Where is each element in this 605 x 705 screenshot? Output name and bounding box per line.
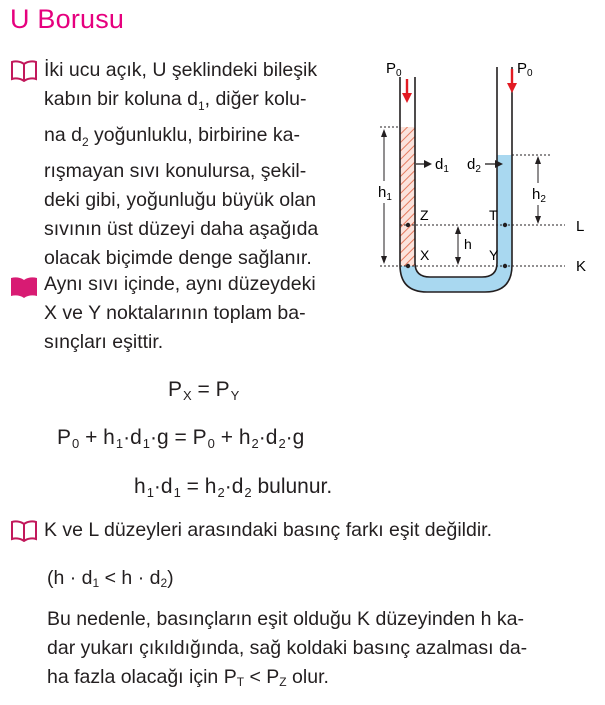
label-x: X bbox=[420, 247, 430, 263]
label-h2: $h_2$ bbox=[532, 186, 546, 205]
label-d2: $d_2$ bbox=[467, 156, 481, 175]
text-line: ha fazla olacağı için $P_T < P_Z$ olur. bbox=[47, 666, 329, 689]
paragraph-intro bbox=[44, 56, 359, 273]
paragraph-conclusion bbox=[47, 605, 603, 697]
inequality: $(h \cdot d_1 < h \cdot d_2)$ bbox=[47, 567, 174, 590]
label-z: Z bbox=[420, 207, 429, 223]
label-p0-right: $P_0$ bbox=[517, 60, 533, 79]
book-icon bbox=[10, 520, 38, 542]
label-p0-left: $P_0$ bbox=[386, 60, 402, 79]
liquid-d1 bbox=[400, 127, 415, 266]
text-line: Bu nedenle, basınçların eşit olduğu K düzeyinden h ka- bbox=[47, 608, 524, 630]
text-line: na $d_2$ yoğunluklu, birbirine ka- bbox=[44, 123, 300, 149]
text-line: rışmayan sıvı konulursa, şekil- bbox=[44, 159, 307, 182]
equation-px-py: $P_X = P_Y$ bbox=[168, 378, 240, 403]
text-line: olacak biçimde denge sağlanır. bbox=[44, 246, 312, 269]
paragraph-equal-pressure bbox=[44, 270, 364, 357]
filled-book-icon bbox=[10, 276, 38, 298]
label-t: T bbox=[489, 207, 498, 223]
text-line: İki ucu açık, U şeklindeki bileşik bbox=[44, 59, 318, 81]
label-l: L bbox=[576, 218, 585, 235]
text-line: kabın bir koluna $d_1$, diğer kolu- bbox=[44, 88, 307, 113]
text-line: sıvının üst düzeyi daha aşağıda bbox=[44, 217, 319, 240]
equation-result: $h_1\cdot d_1 = h_2\cdot d_2$ bulunur. bbox=[134, 475, 333, 500]
u-tube-diagram bbox=[360, 55, 600, 315]
text-line: Aynı sıvı içinde, aynı düzeydeki bbox=[44, 273, 316, 295]
text-line: deki gibi, yoğunluğu büyük olan bbox=[44, 188, 317, 211]
label-h1: $h_1$ bbox=[378, 184, 392, 203]
text-line: sınçları eşittir. bbox=[44, 331, 164, 353]
label-h: h bbox=[464, 236, 472, 252]
label-d1: $d_1$ bbox=[435, 156, 449, 175]
paragraph-kl-levels: K ve L düzeyleri arasındaki basınç farkı eşit değildir. bbox=[44, 519, 493, 541]
text-line: dar yukarı çıkıldığında, sağ koldaki basınç azalması da- bbox=[47, 637, 528, 659]
text-line: X ve Y noktalarının toplam ba- bbox=[44, 302, 306, 324]
tube-inner-wall bbox=[415, 67, 497, 277]
equation-expanded: $P_0 + h_1\cdot d_1\cdot g = P_0 + h_2\cdot d_2\cdot g$ bbox=[57, 426, 305, 451]
book-icon bbox=[10, 60, 38, 82]
section-title: U Borusu bbox=[10, 4, 125, 34]
label-k: K bbox=[576, 258, 587, 275]
label-y: Y bbox=[489, 247, 499, 263]
